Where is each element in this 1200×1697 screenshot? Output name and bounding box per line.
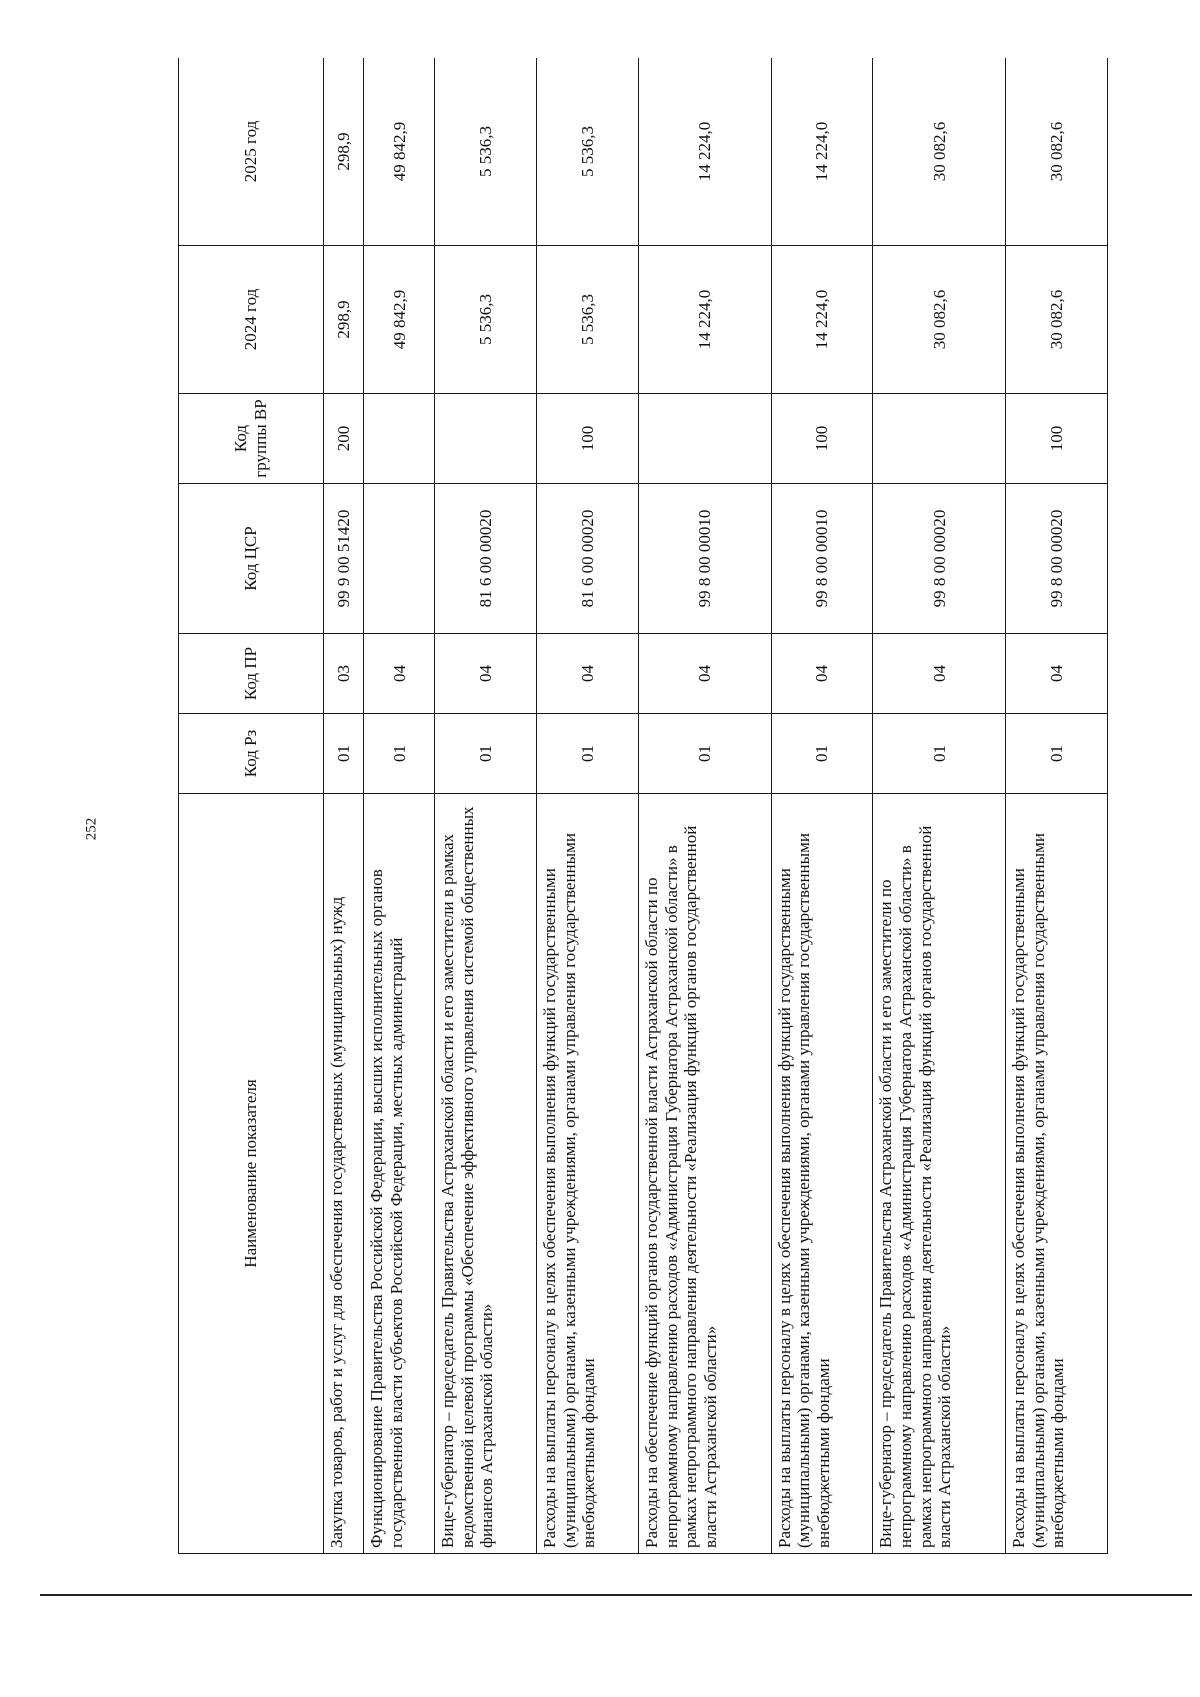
cell-vr (435, 394, 537, 484)
cell-pr: 04 (873, 634, 1006, 714)
cell-vr: 200 (324, 394, 364, 484)
cell-vr: 100 (771, 394, 873, 484)
table-row (324, 58, 364, 1554)
cell-pr: 04 (638, 634, 771, 714)
cell-csr: 99 8 00 00020 (873, 484, 1006, 634)
cell-rz: 01 (1006, 714, 1108, 794)
cell-2024: 5 536,3 (435, 246, 537, 394)
table-row (771, 58, 873, 1554)
cell-csr: 99 8 00 00010 (771, 484, 873, 634)
cell-csr: 81 6 00 00020 (435, 484, 537, 634)
page-number: 252 (83, 817, 100, 841)
header-vr: Код группы ВР (179, 394, 324, 484)
header-rz: Код Рз (179, 714, 324, 794)
table-row (364, 58, 435, 1554)
cell-csr: 99 9 00 51420 (324, 484, 364, 634)
budget-table (178, 58, 1108, 1554)
cell-2024: 14 224,0 (638, 246, 771, 394)
cell-2024: 14 224,0 (771, 246, 873, 394)
cell-name: Закупка товаров, работ и услуг для обеспечения государственных (муниципальных) нужд (324, 794, 364, 1554)
cell-name: Расходы на выплаты персоналу в целях обеспечения выполнения функций государственными (муниципальными) органами, казенными учреждениями, органами управления государственными внебюджетными фондами (537, 794, 639, 1554)
cell-rz: 01 (537, 714, 639, 794)
cell-pr: 04 (435, 634, 537, 714)
cell-name: Вице-губернатор – председатель Правительства Астраханской области и его заместители по непрограммному направлению расходов «Администрация Губернатора Астраханской области» в рамках непрограммного направления деятельности «Реализация функций органов государственной власти Астраханской области» (873, 794, 1006, 1554)
bottom-divider-line (40, 1594, 1192, 1596)
cell-2024: 5 536,3 (537, 246, 639, 394)
cell-2024: 30 082,6 (873, 246, 1006, 394)
cell-csr: 99 8 00 00020 (1006, 484, 1108, 634)
table-row (873, 58, 1006, 1554)
cell-2025: 14 224,0 (638, 58, 771, 246)
cell-pr: 04 (364, 634, 435, 714)
header-pr: Код ПР (179, 634, 324, 714)
table-row (537, 58, 639, 1554)
cell-2024: 298,9 (324, 246, 364, 394)
cell-csr: 99 8 00 00010 (638, 484, 771, 634)
cell-vr (873, 394, 1006, 484)
cell-2025: 14 224,0 (771, 58, 873, 246)
cell-2025: 30 082,6 (873, 58, 1006, 246)
cell-name: Расходы на обеспечение функций органов государственной власти Астраханской области по непрограммному направлению расходов «Администрация Губернатора Астраханской области» в рамках непрограммного направления деятельности «Реализация функций органов государственной власти Астраханской области» (638, 794, 771, 1554)
cell-2025: 49 842,9 (364, 58, 435, 246)
cell-rz: 01 (638, 714, 771, 794)
cell-rz: 01 (324, 714, 364, 794)
cell-vr (364, 394, 435, 484)
header-csr: Код ЦСР (179, 484, 324, 634)
header-name: Наименование показателя (179, 794, 324, 1554)
cell-pr: 04 (1006, 634, 1108, 714)
cell-csr (364, 484, 435, 634)
cell-csr: 81 6 00 00020 (537, 484, 639, 634)
header-2025: 2025 год (179, 58, 324, 246)
table-header-row (179, 58, 324, 1554)
cell-vr: 100 (1006, 394, 1108, 484)
cell-name: Вице-губернатор – председатель Правительства Астраханской области и его заместители в рамках ведомственной целевой программы «Обеспечение эффективного управления системой общественных финансов Астраханской области» (435, 794, 537, 1554)
cell-pr: 04 (537, 634, 639, 714)
cell-vr (638, 394, 771, 484)
cell-name: Функционирование Правительства Российской Федерации, высших исполнительных органов государственной власти субъектов Российской Федерации, местных администраций (364, 794, 435, 1554)
budget-table-container (178, 58, 1108, 1554)
cell-2025: 298,9 (324, 58, 364, 246)
cell-2025: 30 082,6 (1006, 58, 1108, 246)
table-row (1006, 58, 1108, 1554)
cell-2024: 30 082,6 (1006, 246, 1108, 394)
table-row (638, 58, 771, 1554)
cell-name: Расходы на выплаты персоналу в целях обеспечения выполнения функций государственными (муниципальными) органами, казенными учреждениями, органами управления государственными внебюджетными фондами (1006, 794, 1108, 1554)
cell-pr: 03 (324, 634, 364, 714)
cell-pr: 04 (771, 634, 873, 714)
cell-2024: 49 842,9 (364, 246, 435, 394)
cell-rz: 01 (364, 714, 435, 794)
rotated-table-frame (178, 58, 1108, 1554)
cell-rz: 01 (771, 714, 873, 794)
header-2024: 2024 год (179, 246, 324, 394)
table-row (435, 58, 537, 1554)
cell-2025: 5 536,3 (435, 58, 537, 246)
cell-rz: 01 (873, 714, 1006, 794)
cell-name: Расходы на выплаты персоналу в целях обеспечения выполнения функций государственными (муниципальными) органами, казенными учреждениями, органами управления государственными внебюджетными фондами (771, 794, 873, 1554)
cell-2025: 5 536,3 (537, 58, 639, 246)
cell-vr: 100 (537, 394, 639, 484)
cell-rz: 01 (435, 714, 537, 794)
